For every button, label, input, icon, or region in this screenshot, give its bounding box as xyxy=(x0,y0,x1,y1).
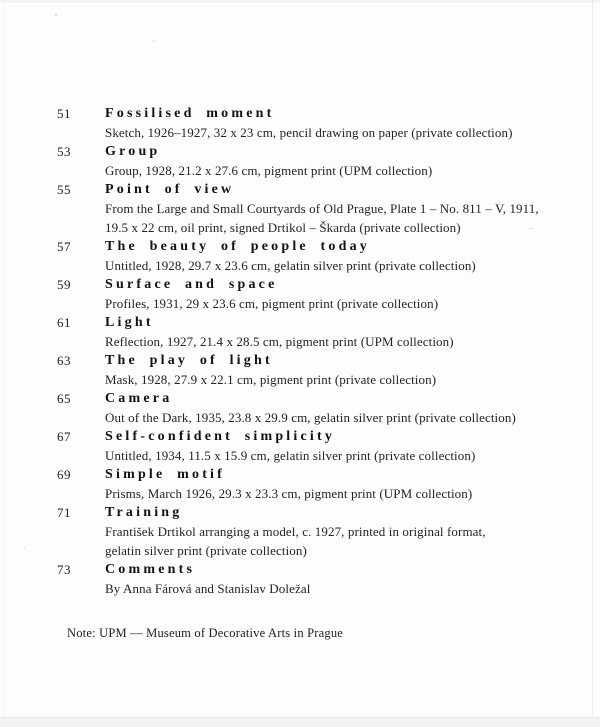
entry-page-number: 55 xyxy=(57,182,71,197)
entry-detail-line: Sketch, 1926–1927, 32 x 23 cm, pencil drawing on paper (private collection) xyxy=(105,125,513,140)
entry-details xyxy=(105,294,567,313)
entry-details xyxy=(105,332,567,351)
entry-title: The play of light xyxy=(105,353,273,368)
scan-edge-left xyxy=(3,0,4,727)
entry-title: Training xyxy=(105,505,183,520)
toc-entry xyxy=(57,180,567,237)
entry-title: Camera xyxy=(105,391,173,406)
entry-detail-line: Mask, 1928, 27.9 x 22.1 cm, pigment print (private collection) xyxy=(105,372,437,387)
note-text: Note: UPM — Museum of Decorative Arts in Prague xyxy=(67,626,344,640)
entry-text xyxy=(105,313,567,351)
entry-title: Simple motif xyxy=(105,467,226,482)
entry-page-number: 57 xyxy=(57,239,71,254)
entry-text xyxy=(105,503,567,560)
entry-text xyxy=(105,180,567,237)
entry-text xyxy=(105,560,567,598)
entry-title: Surface and space xyxy=(105,277,278,292)
toc-entry xyxy=(57,237,567,275)
toc-entry xyxy=(57,275,567,313)
scan-edge-bottom xyxy=(0,717,600,727)
entry-text xyxy=(105,427,567,465)
entry-page-number: 63 xyxy=(57,353,71,368)
entry-page-number: 59 xyxy=(57,277,71,292)
entry-details xyxy=(105,522,567,560)
entry-page-number: 53 xyxy=(57,144,71,159)
dust-speck xyxy=(55,14,57,16)
toc-entry xyxy=(57,503,567,560)
entry-details xyxy=(105,161,567,180)
entry-title: Comments xyxy=(105,562,196,577)
entry-detail-line: Untitled, 1928, 29.7 x 23.6 cm, gelatin silver print (private collection) xyxy=(105,258,476,273)
entry-details xyxy=(105,484,567,503)
entry-title: Light xyxy=(105,315,154,330)
entry-details xyxy=(105,199,567,237)
entry-page-number: 71 xyxy=(57,505,71,520)
entry-text xyxy=(105,389,567,427)
entry-text xyxy=(105,142,567,180)
entry-title: Point of view xyxy=(105,182,235,197)
entry-page-number: 69 xyxy=(57,467,71,482)
entry-details xyxy=(105,123,567,142)
entry-text xyxy=(105,465,567,503)
entry-page-number: 51 xyxy=(57,106,71,121)
entry-details xyxy=(105,579,567,598)
entry-text xyxy=(105,104,567,142)
entry-title: The beauty of people today xyxy=(105,239,370,254)
entry-detail-line: From the Large and Small Courtyards of Old Prague, Plate 1 – No. 811 – V, 1911, xyxy=(105,201,539,216)
dust-speck xyxy=(23,547,26,548)
toc-entry xyxy=(57,313,567,351)
entry-detail-line: Group, 1928, 21.2 x 27.6 cm, pigment print (UPM collection) xyxy=(105,163,433,178)
entry-detail-line: gelatin silver print (private collection) xyxy=(105,543,307,558)
scan-edge-right xyxy=(592,0,593,727)
entry-details xyxy=(105,446,567,465)
entry-detail-line: 19.5 x 22 cm, oil print, signed Drtikol – Škarda (private collection) xyxy=(105,220,461,235)
entry-title: Group xyxy=(105,144,161,159)
toc-entry xyxy=(57,104,567,142)
scan-edge-top xyxy=(0,0,600,3)
entry-detail-line: Out of the Dark, 1935, 23.8 x 29.9 cm, gelatin silver print (private collection) xyxy=(105,410,516,425)
entry-details xyxy=(105,408,567,427)
entry-detail-line: Reflection, 1927, 21.4 x 28.5 cm, pigment print (UPM collection) xyxy=(105,334,454,349)
toc-entry xyxy=(57,142,567,180)
entry-page-number: 73 xyxy=(57,562,71,577)
entry-text xyxy=(105,275,567,313)
entry-detail-line: František Drtikol arranging a model, c. 1927, printed in original format, xyxy=(105,524,486,539)
toc-entry xyxy=(57,560,567,598)
entry-details xyxy=(105,256,567,275)
toc-list xyxy=(57,104,567,598)
toc-entry xyxy=(57,351,567,389)
entry-page-number: 65 xyxy=(57,391,71,406)
entry-page-number: 67 xyxy=(57,429,71,444)
entry-title: Fossilised moment xyxy=(105,106,275,121)
entry-text xyxy=(105,351,567,389)
entry-detail-line: By Anna Fárová and Stanislav Doležal xyxy=(105,581,311,596)
entry-title: Self-confident simplicity xyxy=(105,429,336,444)
dust-speck xyxy=(152,40,154,41)
entry-detail-line: Profiles, 1931, 29 x 23.6 cm, pigment print (private collection) xyxy=(105,296,439,311)
entry-detail-line: Untitled, 1934, 11.5 x 15.9 cm, gelatin silver print (private collection) xyxy=(105,448,476,463)
entry-page-number: 61 xyxy=(57,315,71,330)
toc-entry xyxy=(57,465,567,503)
entry-detail-line: Prisms, March 1926, 29.3 x 23.3 cm, pigment print (UPM collection) xyxy=(105,486,473,501)
toc-entry xyxy=(57,389,567,427)
entry-text xyxy=(105,237,567,275)
entry-details xyxy=(105,370,567,389)
toc-entry xyxy=(57,427,567,465)
